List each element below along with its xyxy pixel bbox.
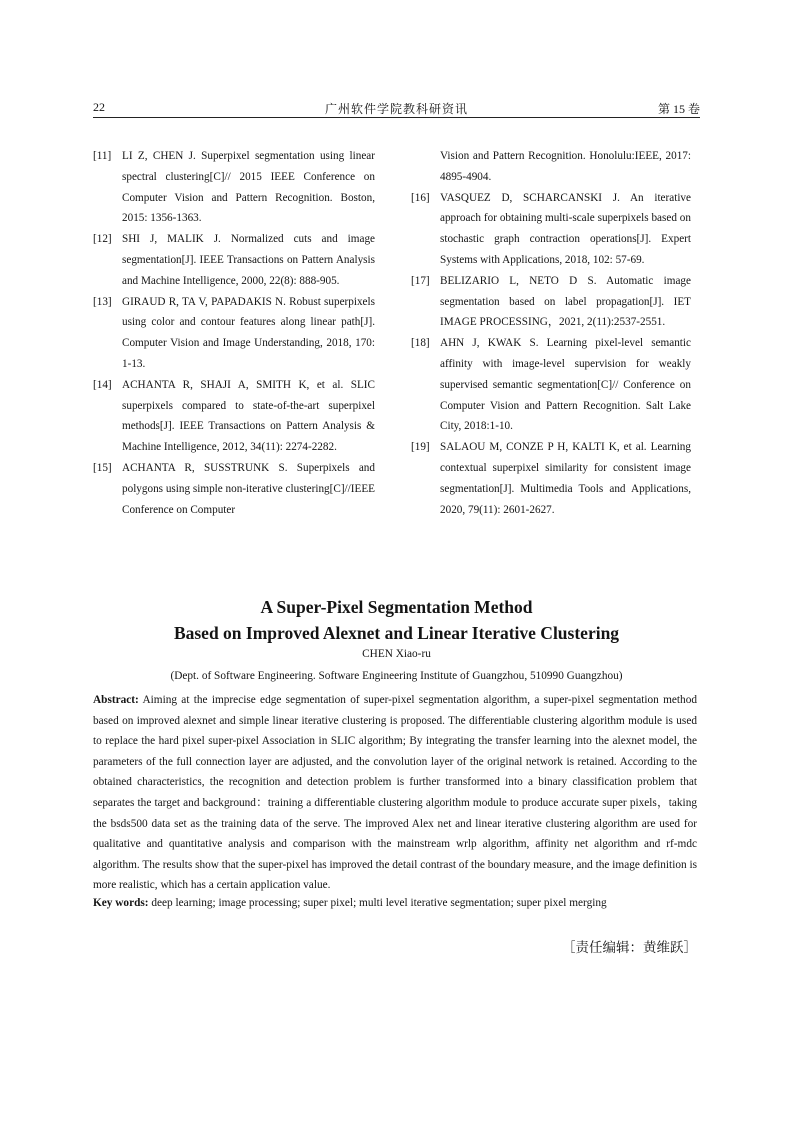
reference-item (93, 146, 375, 229)
reference-text: ACHANTA R, SHAJI A, SMITH K, et al. SLIC superpixels compared to state-of-the-art superpixel methods[J]. IEEE Transactions on Pattern Analysis & Machine Intelligence, 2012, 34(11): 2274-2282. (122, 378, 375, 454)
reference-number: [17] (411, 274, 430, 287)
reference-number: [14] (93, 378, 112, 391)
reference-text: SHI J, MALIK J. Normalized cuts and image segmentation[J]. IEEE Transactions on Pattern Analysis and Machine Intelligence, 2000, 22(8): 888-905. (122, 233, 375, 287)
reference-item (93, 229, 375, 291)
reference-number: [15] (93, 461, 112, 474)
english-title-line-2: Based on Improved Alexnet and Linear Iterative Clustering (173, 623, 620, 643)
abstract-text: Aiming at the imprecise edge segmentation of super-pixel segmentation algorithm, a super-pixel segmentation method based on improved alexnet and simple linear iterative clustering is proposed. The differentiable clustering algorithm module is used to replace the hard pixel super-pixel Association in SLIC algorithm; By integrating the transfer learning into the alexnet model, the parameters of the full connection layer are adjusted, and the convolution layer of the original network is retained. According to the obtained characteristics, the recognition and detection problem is further transformed into a binary classification problem that separates the target and background：training a differentiable clustering algorithm module to produce accurate super pixels，taking the bsds500 data set as the training data of the serve. The improved Alex net and linear iterative clustering algorithm are used for qualitative and quantitative analysis and comparison with the mainstream wrlp algorithm, affinity net algorithm and rf-mdc algorithm. The results show that the super-pixel has improved the detail contrast of the boundary measure, and the image definition is more realistic, which has a certain application value. (93, 694, 697, 892)
reference-continuation: Vision and Pattern Recognition. Honolulu:IEEE, 2017: 4895-4904. (440, 150, 691, 183)
reference-number: [13] (93, 295, 112, 308)
reference-text: AHN J, KWAK S. Learning pixel-level semantic affinity with image-level supervision for weakly supervised semantic segmentation[C]// Conference on Computer Vision and Pattern Recognition. Salt Lake City, 2018:1-10. (440, 337, 691, 433)
author-name: CHEN Xiao-ru (362, 648, 431, 660)
reference-text: ACHANTA R, SUSSTRUNK S. Superpixels and polygons using simple non-iterative clustering[C]//IEEE Conference on Computer (122, 461, 375, 516)
reference-number: [11] (93, 150, 112, 162)
reference-item (93, 292, 375, 375)
references-right-column (411, 146, 691, 520)
abstract-paragraph (93, 690, 697, 896)
reference-item (411, 437, 691, 520)
keywords-label: Key words: (93, 897, 149, 909)
references-left-column (93, 146, 375, 520)
editor-note: ［责任编辑：黄维跃］ (562, 940, 697, 956)
reference-number: [19] (411, 441, 430, 454)
reference-item (411, 333, 691, 437)
english-title-line-1: A Super-Pixel Segmentation Method (260, 597, 533, 617)
reference-number: [12] (93, 233, 112, 246)
volume-label: 第 15 卷 (657, 102, 700, 116)
abstract-label: Abstract: (93, 694, 139, 706)
reference-text: SALAOU M, CONZE P H, KALTI K, et al. Learning contextual superpixel similarity for consistent image segmentation[J]. Multimedia Tools and Applications, 2020, 79(11): 2601-2627. (440, 441, 691, 516)
reference-number: [16] (411, 191, 430, 204)
reference-text: BELIZARIO L, NETO D S. Automatic image segmentation based on label propagation[J]. IET IMAGE PROCESSING，2021, 2(11):2537-2551. (440, 274, 691, 329)
reference-item (93, 458, 375, 520)
reference-item (93, 375, 375, 458)
reference-number: [18] (411, 337, 430, 350)
reference-item (411, 188, 691, 271)
keywords-text: deep learning; image processing; super pixel; multi level iterative segmentation; super pixel merging (151, 897, 607, 909)
reference-item (411, 271, 691, 333)
author-affiliation: (Dept. of Software Engineering. Software Engineering Institute of Guangzhou, 510990 Guangzhou) (170, 670, 623, 682)
page-number: 22 (93, 100, 105, 114)
reference-text: VASQUEZ D, SCHARCANSKI J. An iterative approach for obtaining multi-scale superpixels based on stochastic graph contraction operations[J]. Expert Systems with Applications, 2018, 102: 57-69. (440, 191, 691, 266)
reference-text: LI Z, CHEN J. Superpixel segmentation using linear spectral clustering[C]// 2015 IEEE Conference on Computer Vision and Pattern Recognition. Boston, 2015: 1356-1363. (122, 150, 375, 225)
journal-title: 广州软件学院教科研资讯 (324, 102, 468, 116)
keywords-line (93, 897, 697, 909)
running-header (93, 97, 700, 118)
reference-text: GIRAUD R, TA V, PAPADAKIS N. Robust superpixels using color and contour features along linear path[J]. Computer Vision and Image Understanding, 2018, 170: 1-13. (122, 295, 375, 370)
